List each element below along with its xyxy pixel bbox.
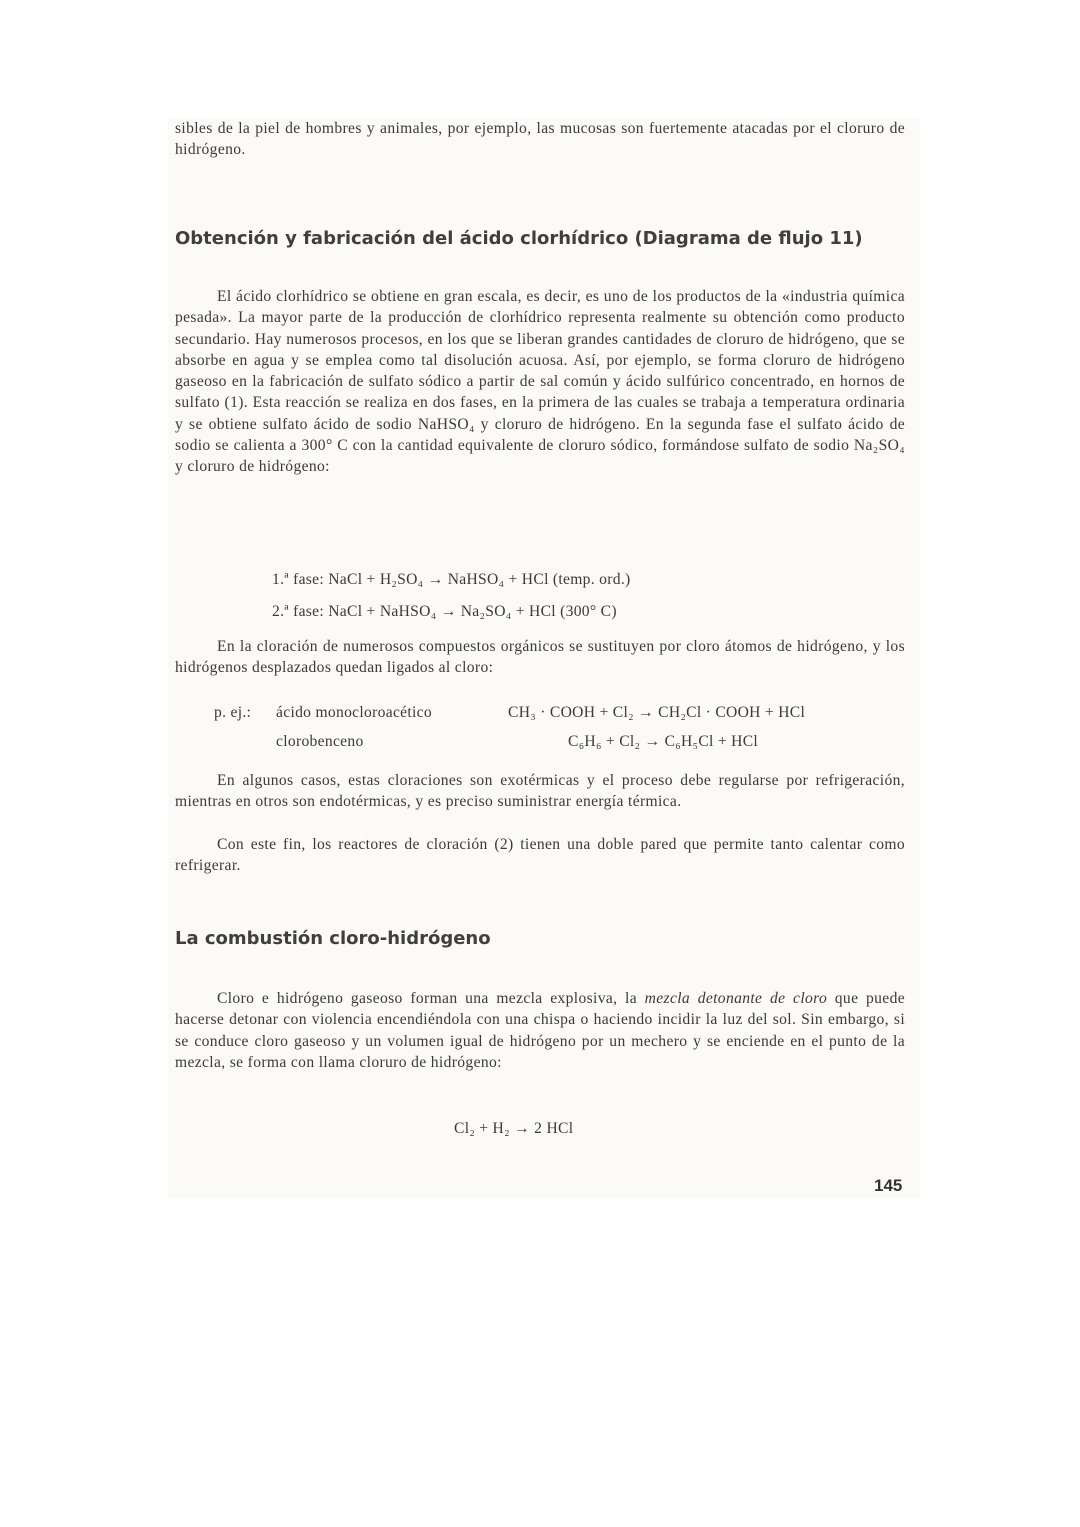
combustion-italic-term: mezcla detonante de cloro <box>644 990 828 1007</box>
example-chlorobenzene-name: clorobenceno <box>276 733 364 750</box>
section-heading-combustion: La combustión cloro-hidrógeno <box>175 928 491 949</box>
combustion-text-start: Cloro e hidrógeno gaseoso forman una mezcla explosiva, la <box>217 990 645 1007</box>
paragraph-exotermicas: En algunos casos, estas cloraciones son exotérmicas y el proceso debe regularse por refrigeración, mientras en otros son endotérmicas, y es preciso suministrar energía térmica. <box>175 772 905 811</box>
paragraph-obtencion: El ácido clorhídrico se obtiene en gran escala, es decir, es uno de los productos de la «industria química pesada». La mayor parte de la producción de clorhídrico representa realmente su obtención como producto secundario. Hay numerosos procesos, en los que se liberan grandes cantidades de cloruro de hidrógeno, que se absorbe en agua y se emplea como tal disolución acuosa. Así, por ejemplo, se forma cloruro de hidrógeno gaseoso en la fabricación de sulfato sódico a partir de sal común y ácido sulfúrico concentrado, en hornos de sulfato (1). Esta reacción se realiza en dos fases, en la primera de las cuales se trabaja a temperatura ordinaria y se obtiene sulfato ácido de sodio NaHSO₄ y cloruro de hidrógeno. En la segunda fase el sulfato ácido de sodio se calienta a 300° C con la cantidad equivalente de cloruro sódico, formándose sulfato de sodio Na₂SO₄ y cloruro de hidrógeno: <box>175 288 905 476</box>
section-heading-obtencion: Obtención y fabricación del ácido clorhídrico (Diagrama de flujo 11) <box>175 228 863 249</box>
reaction-combustion: Cl₂ + H₂ → 2 HCl <box>454 1120 574 1137</box>
example-monochloroacetic-name: ácido monocloroacético <box>276 704 432 721</box>
example-chlorobenzene-equation: C₆H₆ + Cl₂ → C₆H₅Cl + HCl <box>568 733 759 750</box>
example-prefix: p. ej.: <box>214 704 252 721</box>
example-monochloroacetic-equation: CH₃ · COOH + Cl₂ → CH₂Cl · COOH + HCl <box>508 704 806 721</box>
paragraph-combustion <box>175 988 905 1073</box>
combustion-text-end: que puede hacerse detonar con violencia encendiéndola con una chispa o haciendo incidir la luz del sol. Sin embargo, si se conduce cloro gaseoso y un volumen igual de hidrógeno por un mechero y se enciende en el punto de la mezcla, se forma con llama cloruro de hidrógeno: <box>175 990 905 1071</box>
paragraph-reactores: Con este fin, los reactores de cloración (2) tienen una doble pared que permite tanto calentar como refrigerar. <box>175 836 905 875</box>
page-number: 145 <box>874 1176 903 1195</box>
intro-paragraph: sibles de la piel de hombres y animales, por ejemplo, las mucosas son fuertemente atacadas por el cloruro de hidrógeno. <box>175 120 905 159</box>
reaction-phase-1: 1.ª fase: NaCl + H₂SO₄ → NaHSO₄ + HCl (temp. ord.) <box>272 571 631 588</box>
paragraph-cloracion: En la cloración de numerosos compuestos orgánicos se sustituyen por cloro átomos de hidrógeno, y los hidrógenos desplazados quedan ligados al cloro: <box>175 638 905 677</box>
reaction-phase-2: 2.ª fase: NaCl + NaHSO₄ → Na₂SO₄ + HCl (300° C) <box>272 603 617 620</box>
